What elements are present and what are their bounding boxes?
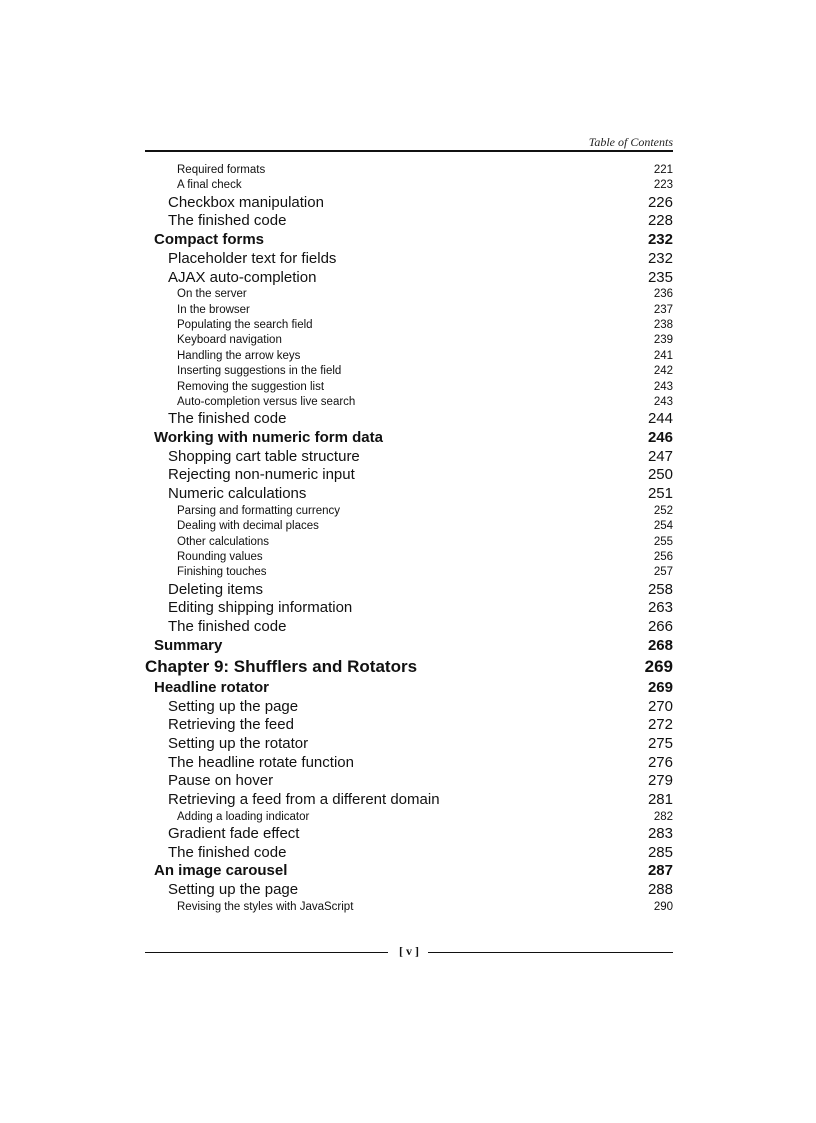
toc-entry[interactable] (145, 250, 673, 269)
toc-entry-title: Handling the arrow keys (177, 349, 301, 362)
toc-entry-title: In the browser (177, 303, 250, 316)
toc-entry[interactable] (145, 735, 673, 754)
toc-entry-page: 246 (647, 429, 673, 447)
toc-entry-title: Summary (154, 636, 223, 654)
toc-entry[interactable] (145, 698, 673, 717)
toc-entry-page: 226 (647, 193, 673, 211)
toc-entry[interactable] (145, 466, 673, 485)
toc-entry-title: The finished code (168, 212, 287, 230)
toc-entry-page: 269 (644, 657, 673, 677)
toc-chapter-entry[interactable] (145, 655, 673, 678)
toc-entry-page: 270 (647, 697, 673, 715)
toc-entry-page: 258 (647, 580, 673, 598)
toc-entry-title: Auto-completion versus live search (177, 395, 356, 408)
toc-entry-page: 255 (653, 535, 673, 548)
toc-entry-title: Pause on hover (168, 772, 274, 790)
toc-entry[interactable] (145, 618, 673, 637)
toc-entry-page: 235 (647, 268, 673, 286)
toc-entry-title: Rejecting non-numeric input (168, 466, 355, 484)
toc-entry-title: Setting up the rotator (168, 734, 309, 752)
toc-entry-title: Keyboard navigation (177, 334, 282, 347)
toc-entry[interactable] (145, 519, 673, 534)
toc-entry-page: 232 (647, 231, 673, 249)
toc-entry-title: Deleting items (168, 580, 264, 598)
toc-entry-title: Setting up the page (168, 697, 299, 715)
toc-entry[interactable] (145, 881, 673, 900)
toc-entry[interactable] (145, 716, 673, 735)
toc-entry[interactable] (145, 844, 673, 863)
toc-entry-page: 242 (653, 365, 673, 378)
toc-entry-page: 221 (653, 164, 673, 176)
toc-entry-page: 269 (647, 678, 673, 696)
toc-entry-page: 283 (647, 825, 673, 843)
toc-entry-title: A final check (177, 179, 242, 192)
toc-entry-title: Other calculations (177, 535, 270, 548)
page-number: [ v ] (399, 944, 419, 958)
toc-entry-title: Adding a loading indicator (177, 810, 310, 823)
toc-entry-title: An image carousel (154, 862, 288, 880)
toc-entry-page: 276 (647, 753, 673, 771)
header-divider (145, 150, 673, 152)
toc-entry-page: 250 (647, 466, 673, 484)
page-footer (145, 943, 673, 963)
toc-entry[interactable] (145, 178, 673, 193)
toc-entry[interactable] (145, 862, 673, 881)
toc-entry-page: 272 (647, 716, 673, 734)
toc-entry[interactable] (145, 364, 673, 379)
toc-entry-page: 266 (647, 618, 673, 636)
toc-entry-page: 257 (653, 566, 673, 579)
table-of-contents (145, 163, 673, 915)
toc-entry-page: 247 (647, 447, 673, 465)
toc-entry-title: Headline rotator (154, 678, 270, 696)
toc-entry[interactable] (145, 791, 673, 810)
toc-entry[interactable] (145, 504, 673, 519)
toc-entry-page: 290 (653, 900, 673, 913)
toc-entry-page: 243 (653, 380, 673, 393)
toc-entry-page: 244 (647, 410, 673, 428)
toc-entry[interactable] (145, 194, 673, 213)
toc-entry-title: Dealing with decimal places (177, 520, 319, 533)
toc-entry-page: 256 (653, 550, 673, 563)
toc-entry-page: 241 (653, 349, 673, 362)
toc-entry[interactable] (145, 900, 673, 915)
toc-entry-page: 243 (653, 395, 673, 408)
toc-entry-page: 238 (653, 319, 673, 331)
toc-entry[interactable] (145, 287, 673, 302)
toc-entry[interactable] (145, 581, 673, 600)
toc-entry-title: Inserting suggestions in the field (177, 365, 342, 378)
toc-entry[interactable] (145, 231, 673, 250)
toc-entry-page: 237 (653, 303, 673, 316)
toc-entry-page: 268 (647, 636, 673, 654)
toc-entry-page: 281 (647, 791, 673, 808)
toc-entry[interactable] (145, 410, 673, 429)
toc-entry-title: The finished code (168, 410, 287, 428)
toc-entry-title: Editing shipping information (168, 599, 353, 617)
toc-entry[interactable] (145, 303, 673, 318)
toc-entry-title: The headline rotate function (168, 753, 354, 771)
toc-entry[interactable] (145, 318, 673, 333)
toc-entry[interactable] (145, 535, 673, 550)
toc-entry[interactable] (145, 810, 673, 825)
toc-entry-page: 252 (653, 504, 673, 517)
toc-entry-page: 285 (647, 843, 673, 861)
toc-entry[interactable] (145, 599, 673, 618)
toc-entry-page: 263 (647, 599, 673, 617)
toc-entry-title: Compact forms (154, 231, 265, 249)
toc-entry[interactable] (145, 565, 673, 580)
toc-entry-title: Numeric calculations (168, 485, 307, 503)
toc-entry-title: Required formats (177, 164, 266, 176)
toc-entry-page: 239 (653, 334, 673, 347)
toc-entry-page: 282 (653, 810, 673, 823)
toc-entry[interactable] (145, 550, 673, 565)
toc-entry-page: 251 (647, 485, 673, 503)
toc-entry-title: Gradient fade effect (168, 825, 300, 843)
toc-entry-page: 236 (653, 288, 673, 301)
toc-entry-title: Finishing touches (177, 566, 267, 579)
toc-entry-page: 275 (647, 734, 673, 752)
toc-entry-page: 223 (653, 179, 673, 192)
toc-entry-page: 254 (653, 520, 673, 533)
toc-entry-title: Setting up the page (168, 881, 299, 899)
toc-entry[interactable] (145, 212, 673, 231)
toc-entry-title: Revising the styles with JavaScript (177, 900, 354, 913)
toc-entry-title: Retrieving the feed (168, 716, 294, 734)
toc-entry-title: Removing the suggestion list (177, 380, 325, 393)
toc-entry-page: 288 (647, 881, 673, 899)
toc-entry-title: Shopping cart table structure (168, 447, 360, 465)
toc-entry[interactable] (145, 429, 673, 448)
toc-entry-title: Rounding values (177, 550, 263, 563)
toc-entry-title: Parsing and formatting currency (177, 504, 340, 517)
toc-entry[interactable] (145, 637, 673, 656)
toc-entry[interactable] (145, 163, 673, 178)
toc-entry[interactable] (145, 333, 673, 348)
toc-entry-title: Working with numeric form data (154, 429, 383, 447)
toc-entry-title: On the server (177, 288, 247, 301)
toc-entry-title: Chapter 9: Shufflers and Rotators (145, 657, 418, 677)
toc-entry-title: Retrieving a feed from a different domain (168, 791, 440, 808)
toc-entry[interactable] (145, 380, 673, 395)
toc-entry-title: Placeholder text for fields (168, 249, 337, 267)
toc-entry[interactable] (145, 269, 673, 288)
toc-entry-page: 232 (647, 249, 673, 267)
toc-entry[interactable] (145, 679, 673, 698)
toc-entry[interactable] (145, 754, 673, 773)
toc-entry-page: 287 (647, 862, 673, 880)
toc-entry[interactable] (145, 485, 673, 504)
toc-entry-title: The finished code (168, 618, 287, 636)
toc-entry[interactable] (145, 448, 673, 467)
running-header-title: Table of Contents (588, 135, 673, 149)
toc-entry[interactable] (145, 349, 673, 364)
toc-entry[interactable] (145, 825, 673, 844)
toc-entry[interactable] (145, 772, 673, 791)
toc-entry-title: The finished code (168, 843, 287, 861)
toc-entry-title: Checkbox manipulation (168, 193, 324, 211)
toc-entry-title: AJAX auto-completion (168, 268, 317, 286)
toc-entry-page: 228 (647, 212, 673, 230)
footer-divider-right (428, 952, 673, 953)
toc-entry[interactable] (145, 395, 673, 410)
toc-entry-page: 279 (647, 772, 673, 790)
toc-entry-title: Populating the search field (177, 319, 313, 331)
